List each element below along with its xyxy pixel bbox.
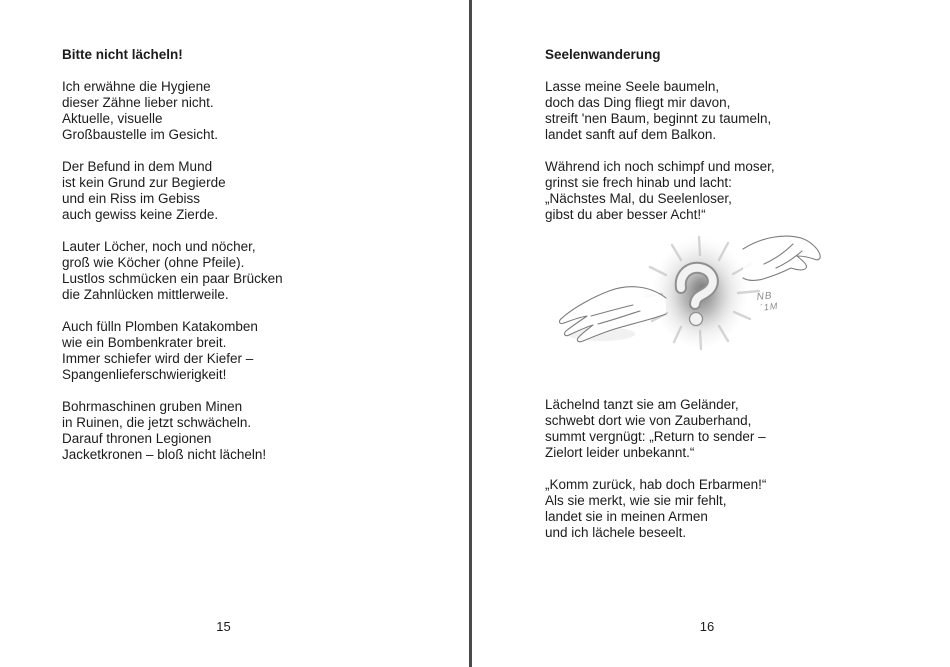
hand-wings-question-mark-illustration	[553, 228, 863, 358]
poem-stanza	[62, 319, 469, 383]
poem-line: ist kein Grund zur Begierde	[62, 175, 226, 190]
poem-line: „Nächstes Mal, du Seelenloser,	[545, 191, 732, 206]
page-number-right: 16	[699, 619, 715, 634]
poem-stanza	[62, 159, 469, 223]
poem-line: Als sie merkt, wie sie mir fehlt,	[545, 493, 727, 508]
poem-line: groß wie Köcher (ohne Pfeile).	[62, 255, 245, 270]
poem-line: Spangenlieferschwierigkeit!	[62, 367, 227, 382]
poem-line: summt vergnügt: „Return to sender –	[545, 429, 766, 444]
poem-stanza	[545, 79, 950, 143]
illustration-block	[545, 239, 950, 397]
poem-line: Während ich noch schimpf und moser,	[545, 159, 775, 174]
right-hand-sketch	[743, 236, 820, 280]
poem-line: auch gewiss keine Zierde.	[62, 207, 219, 222]
poem-stanza	[62, 239, 469, 303]
poem-line: die Zahnlücken mittlerweile.	[62, 287, 229, 302]
poem-title-left: Bitte nicht lächeln!	[62, 47, 183, 62]
poem-title-right: Seelenwanderung	[545, 47, 661, 62]
poem-line: in Ruinen, die jetzt schwächeln.	[62, 415, 252, 430]
poem-line: schwebt dort wie von Zauberhand,	[545, 413, 752, 428]
poem-stanza	[545, 159, 950, 223]
poem-stanza	[545, 477, 950, 541]
poem-line: streift 'nen Baum, beginnt zu taumeln,	[545, 111, 772, 126]
poem-line: grinst sie frech hinab und lacht:	[545, 175, 732, 190]
page-right	[472, 0, 950, 667]
poem-line: Lauter Löcher, noch und nöcher,	[62, 239, 256, 254]
poem-stanza	[62, 399, 469, 463]
poem-line: landet sie in meinen Armen	[545, 509, 708, 524]
signature-initials: NB	[756, 290, 774, 303]
poem-line: wie ein Bombenkrater breit.	[62, 335, 227, 350]
poem-stanza	[62, 79, 469, 143]
poem-line: Immer schiefer wird der Kiefer –	[62, 351, 254, 366]
page-left	[0, 0, 469, 667]
poem-line: dieser Zähne lieber nicht.	[62, 95, 214, 110]
poem-line: Zielort leider unbekannt.“	[545, 445, 695, 460]
poem-line: Bohrmaschinen gruben Minen	[62, 399, 243, 414]
poem-line: Großbaustelle im Gesicht.	[62, 127, 219, 142]
poem-line: Lächelnd tanzt sie am Geländer,	[545, 397, 739, 412]
poem-line: Lasse meine Seele baumeln,	[545, 79, 720, 94]
signature-year: ´1M	[759, 300, 779, 313]
poem-line: doch das Ding fliegt mir davon,	[545, 95, 731, 110]
poem-line: Jacketkronen – bloß nicht lächeln!	[62, 447, 267, 462]
poem-line: und ein Riss im Gebiss	[62, 191, 201, 206]
poem-stanza	[545, 397, 950, 461]
poem-line: gibst du aber besser Acht!“	[545, 207, 706, 222]
poem-line: Auch fülln Plomben Katakomben	[62, 319, 258, 334]
poem-line: Lustlos schmücken ein paar Brücken	[62, 271, 283, 286]
poem-line: Aktuelle, visuelle	[62, 111, 163, 126]
page-number-left: 15	[216, 619, 231, 634]
poem-line: landet sanft auf dem Balkon.	[545, 127, 717, 142]
poem-line: „Komm zurück, hab doch Erbarmen!“	[545, 477, 767, 492]
poem-line: und ich lächele beseelt.	[545, 525, 687, 540]
artist-signature	[756, 290, 779, 313]
poem-line: Ich erwähne die Hygiene	[62, 79, 211, 94]
poem-line: Der Befund in dem Mund	[62, 159, 213, 174]
poem-line: Darauf thronen Legionen	[62, 431, 212, 446]
